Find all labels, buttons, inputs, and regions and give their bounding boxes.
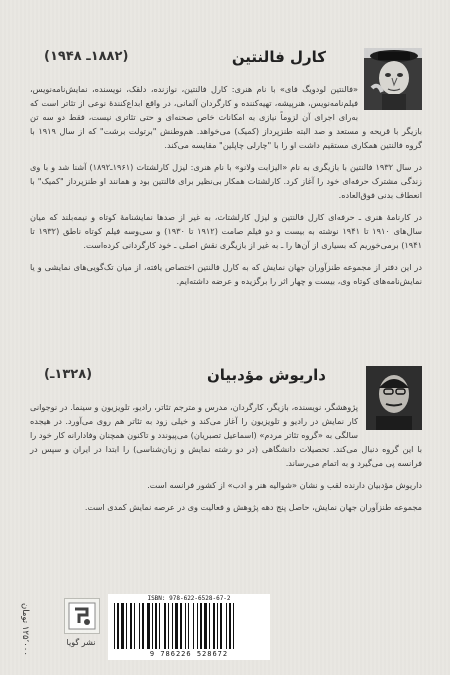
publisher-name: نشر گویا [66,638,96,647]
bio-paragraph: در سال ۱۹۳۲ فالنتین با بازیگری به نام «الیزابت ولانو» با نام هنری: لیزل کارلشتات (۱۹۶۱ـ۱۸۹۲) آشنا شد و با وی زندگی مشترک حرفه‌ای خود را آغاز کرد. کارلشتات همکار بی‌نظیر برای فالنتین بود و همانند او طنزپرداز "کمیک" با انعطاف بدنی فوق‌العاده. [30,162,423,200]
bio-header [30,366,422,400]
bio-paragraph: مجموعه طنزآوران جهان نمایش، حاصل پنج دهه پژوهش و فعالیت وی در عرصه نمایش کمدی است. [84,502,422,512]
isbn-text: ISBN: 978-622-6528-67-2 [147,595,231,602]
barcode-icon [114,603,264,649]
bio-paragraph: «فالنتین لودویگ فای» با نام هنری: کارل فالنتین، نوازنده، دلقک، نویسنده، نمایش‌نامه‌نویس، فیلم‌نامه‌نویس، هنرپیشه، تهیه‌کننده و کارگردان آلمانی، در واقع ابداع‌کنندهٔ نوعی از تئاتر است که به‌رای اجرای آن لزوماً نیازی به امکانات خاص صحنه‌ای و حتی تئاتری نیست، فقط دو سه تن بازیگر با قریحه و مستعد و صد البته طنزپرداز (کمیک) می‌خواهد. هم‌وطنش "برتولت برشت" که از سال ۱۹۱۹ با گروه فالنتین همکاری مستقیم داشت او را با "چارلی چاپلین" مقایسه می‌کند. [30,84,422,150]
barcode-number: 9 786226 528672 [149,650,229,658]
author-bio-dariush-moaddabian [30,366,422,522]
publisher-logo-icon [64,598,100,634]
bio-paragraph: در این دفتر از مجموعه طنزآوران جهان نمایش که به کارل فالنتین اختصاص یافته، از میان تک‌گویی‌های نمایشی و یا نمایش‌نامه‌های کوتاه وی، بیست و چهار اثر را برگزیده و عرضه داشته‌ایم. [30,262,422,286]
price-label: ۱۲۵٬۰۰۰ تومان [20,602,30,656]
author-photo [364,48,422,110]
author-name: داریوش مؤدبیان [206,366,326,384]
author-bio-karl-valentin [30,48,422,296]
author-photo [366,366,422,430]
bio-header [30,48,422,82]
bio-paragraph: پژوهشگر، نویسنده، بازیگر، کارگردان، مدرس و مترجم تئاتر، رادیو، تلویزیون و سینما. در نوجوانی کار نمایش در رادیو و تلویزیون را آغاز می‌کند و خیلی زود به تئاتر هم روی می‌آورد. در هیجده سالگی به «گروه تئاتر مردم» (اسماعیل تصبریان) می‌پیوندد و تاکنون همچنان وفادارانه کار خود را با این گروه دنبال می‌کند. تحصیلات دانشگاهی (در دو رشته نمایش و زبان‌شناسی) را ابتدا در ایران و سپس در فرانسه پی می‌گیرد و به اتمام می‌رساند. [30,402,422,468]
publisher-block [56,594,106,660]
bio-paragraph: در کارنامهٔ هنری ـ حرفه‌ای کارل فالنتین و لیزل کارلشتات، به غیر از صدها نمایشنامهٔ کوتاه و نیمه‌بلند که میان سال‌های ۱۹۱۰ تا ۱۹۴۱ نوشته به بیست و دو فیلم صامت (۱۹۱۲ تا ۱۹۳۰) و سی‌وسه فیلم کوتاه ناطق (۱۹۳۲ تا ۱۹۴۱) برمی‌خوریم که بسیاری از آن‌ها را ـ به غیر از بازیگری نقش اصلی ـ خود کارگردانی کرده‌است. [30,212,422,250]
author-dates: (۱۳۲۸ـ) [44,367,93,382]
author-name: کارل فالنتین [231,48,326,66]
author-dates: (۱۸۸۲ـ ۱۹۴۸) [44,49,129,64]
isbn-barcode-block [108,594,270,660]
bio-paragraph: داریوش مؤدبیان دارنده لقب و نشان «شوالیه هنر و ادب» از کشور فرانسه است. [147,480,422,490]
